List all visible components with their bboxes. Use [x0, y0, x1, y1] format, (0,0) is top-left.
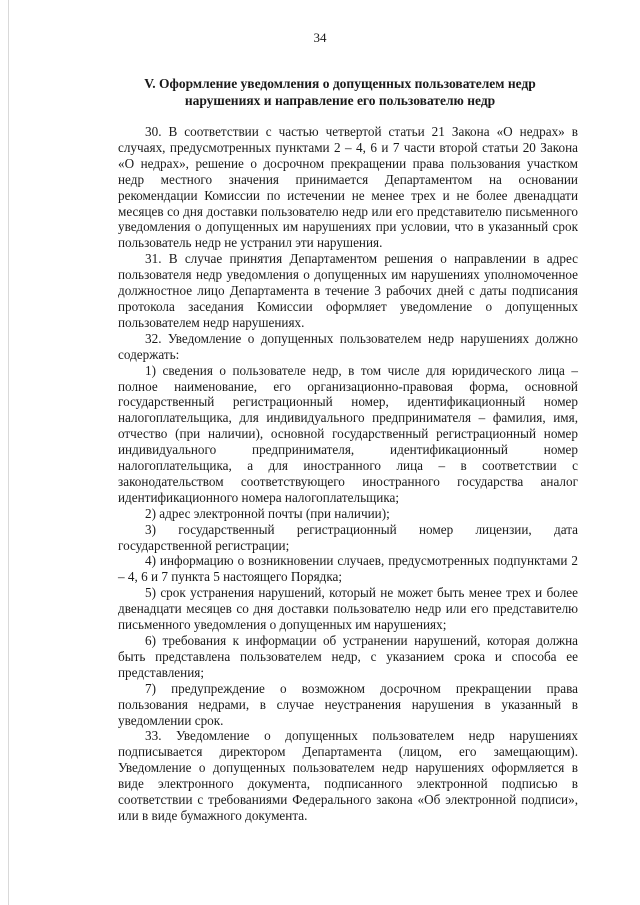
list-item-7: 7) предупреждение о возможном досрочном прекращении права пользования недрами, в случае неустранения нарушения в указанный в уведомлении срок.	[118, 680, 578, 728]
document-body	[118, 124, 578, 824]
page-edge-line	[8, 0, 9, 905]
list-item-2: 2) адрес электронной почты (при наличии);	[145, 505, 390, 521]
paragraph-33: 33. Уведомление о допущенных пользователем недр нарушениях подписывается директором Департамента (лицом, его замещающим). Уведомление о допущенных пользователем недр нарушениях оформляется в виде электронного документа, подписанного электронной подписью в соответствии с требованиями Федерального закона «Об электронной подписи», или в виде бумажного документа.	[118, 728, 578, 823]
list-item-4: 4) информацию о возникновении случаев, предусмотренных подпунктами 2 – 4, 6 и 7 пункта 5 настоящего Порядка;	[118, 553, 578, 585]
section-heading-line-2: нарушениях и направление его пользователю недр	[184, 93, 496, 108]
paragraph-30: 30. В соответствии с частью четвертой статьи 21 Закона «О недрах» в случаях, предусмотренных пунктами 2 – 4, 6 и 7 части второй статьи 20 Закона «О недрах», решение о досрочном прекращении права пользования участком недр местного значения принимается Департаментом на основании рекомендации Комиссии по истечении не менее трех и не более двенадцати месяцев со дня доставки пользователю недр или его представителю письменного уведомления о допущенных им нарушениях при условии, что в указанный срок пользователь недр не устранил эти нарушения.	[118, 124, 578, 251]
section-heading	[120, 75, 560, 109]
list-item-5: 5) срок устранения нарушений, который не может быть менее трех и более двенадцати месяцев со дня доставки пользователю недр или его представителю письменного уведомления о допущенных им нарушениях;	[118, 585, 578, 633]
paragraph-31: 31. В случае принятия Департаментом решения о направлении в адрес пользователя недр уведомления о допущенных им нарушениях уполномоченное должностное лицо Департамента в течение 3 рабочих дней с даты подписания протокола заседания Комиссии оформляет уведомление о допущенных пользователем недр нарушениях.	[118, 251, 578, 330]
section-heading-line-1: V. Оформление уведомления о допущенных пользователем недр	[144, 76, 536, 91]
paragraph-32: 32. Уведомление о допущенных пользователем недр нарушениях должно содержать:	[118, 330, 578, 362]
list-item-6: 6) требования к информации об устранении нарушений, которая должна быть представлена пользователем недр, с указанием срока и способа ее представления;	[118, 633, 578, 680]
list-item-3: 3) государственный регистрационный номер лицензии, дата государственной регистрации;	[118, 521, 578, 553]
page-number: 34	[313, 30, 327, 45]
list-item-1: 1) сведения о пользователе недр, в том числе для юридического лица – полное наименование, его организационно-правовая форма, основной государственный регистрационный номер, идентификационный номер налогоплательщика, для индивидуального предпринимателя – фамилия, имя, отчество (при наличии), основной государственный регистрационный номер индивидуального предпринимателя, идентификационный номер налогоплательщика, а для иностранного лица – в соответствии с законодательством соответствующего иностранного государства аналог идентификационного номера налогоплательщика;	[118, 362, 578, 505]
